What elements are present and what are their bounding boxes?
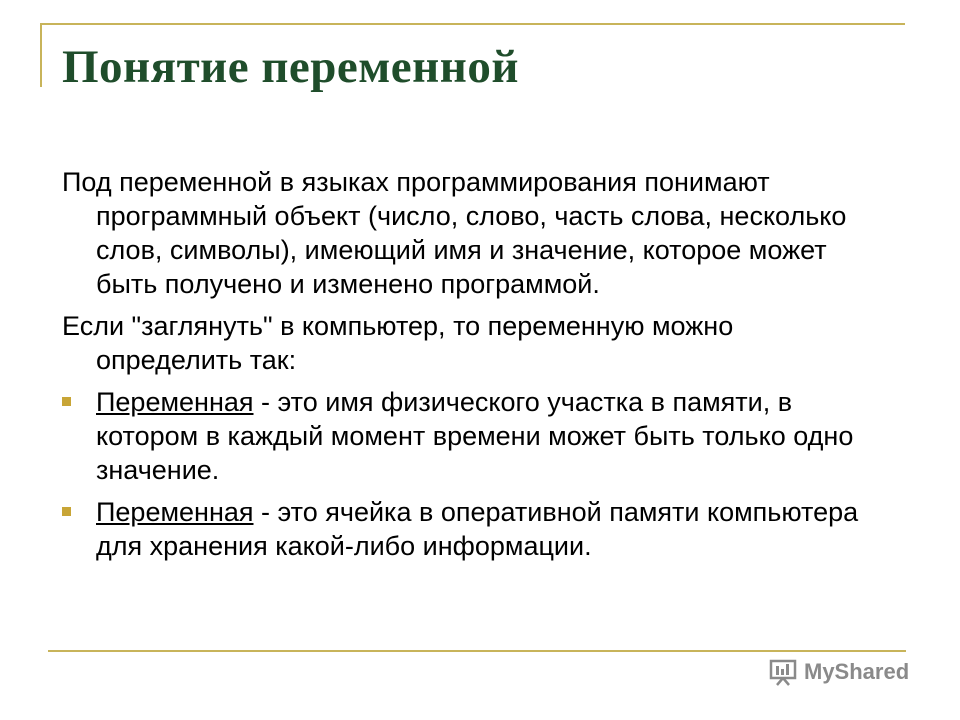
bullet-text: - это имя физического участка в памяти, в котором в каждый момент времени может быть только одно значение. <box>96 387 854 485</box>
bullet-square-icon <box>62 397 71 406</box>
paragraph-intro: Если "заглянуть" в компьютер, то переменную можно определить так: <box>62 311 734 375</box>
bullet-item-1 <box>62 385 882 487</box>
paragraph-definition: Под переменной в языках программирования понимают программный объект (число, слово, часть слова, несколько слов, символы), имеющий имя и значение, которое может быть получено и изменено программой. <box>62 167 847 299</box>
side-rule <box>40 23 42 87</box>
bullet-text: - это ячейка в оперативной памяти компьютера для хранения какой-либо информации. <box>96 497 859 561</box>
presentation-board-icon <box>768 658 798 686</box>
bullet-item-2 <box>62 495 882 563</box>
top-rule <box>40 23 905 25</box>
slide-body <box>62 165 882 571</box>
bullet-square-icon <box>62 507 71 516</box>
bottom-rule <box>48 650 906 652</box>
bullet-term: Переменная <box>96 387 254 417</box>
watermark-text: MyShared <box>804 659 910 684</box>
slide-title: Понятие переменной <box>62 41 519 93</box>
watermark <box>768 658 909 686</box>
bullet-term: Переменная <box>96 497 254 527</box>
